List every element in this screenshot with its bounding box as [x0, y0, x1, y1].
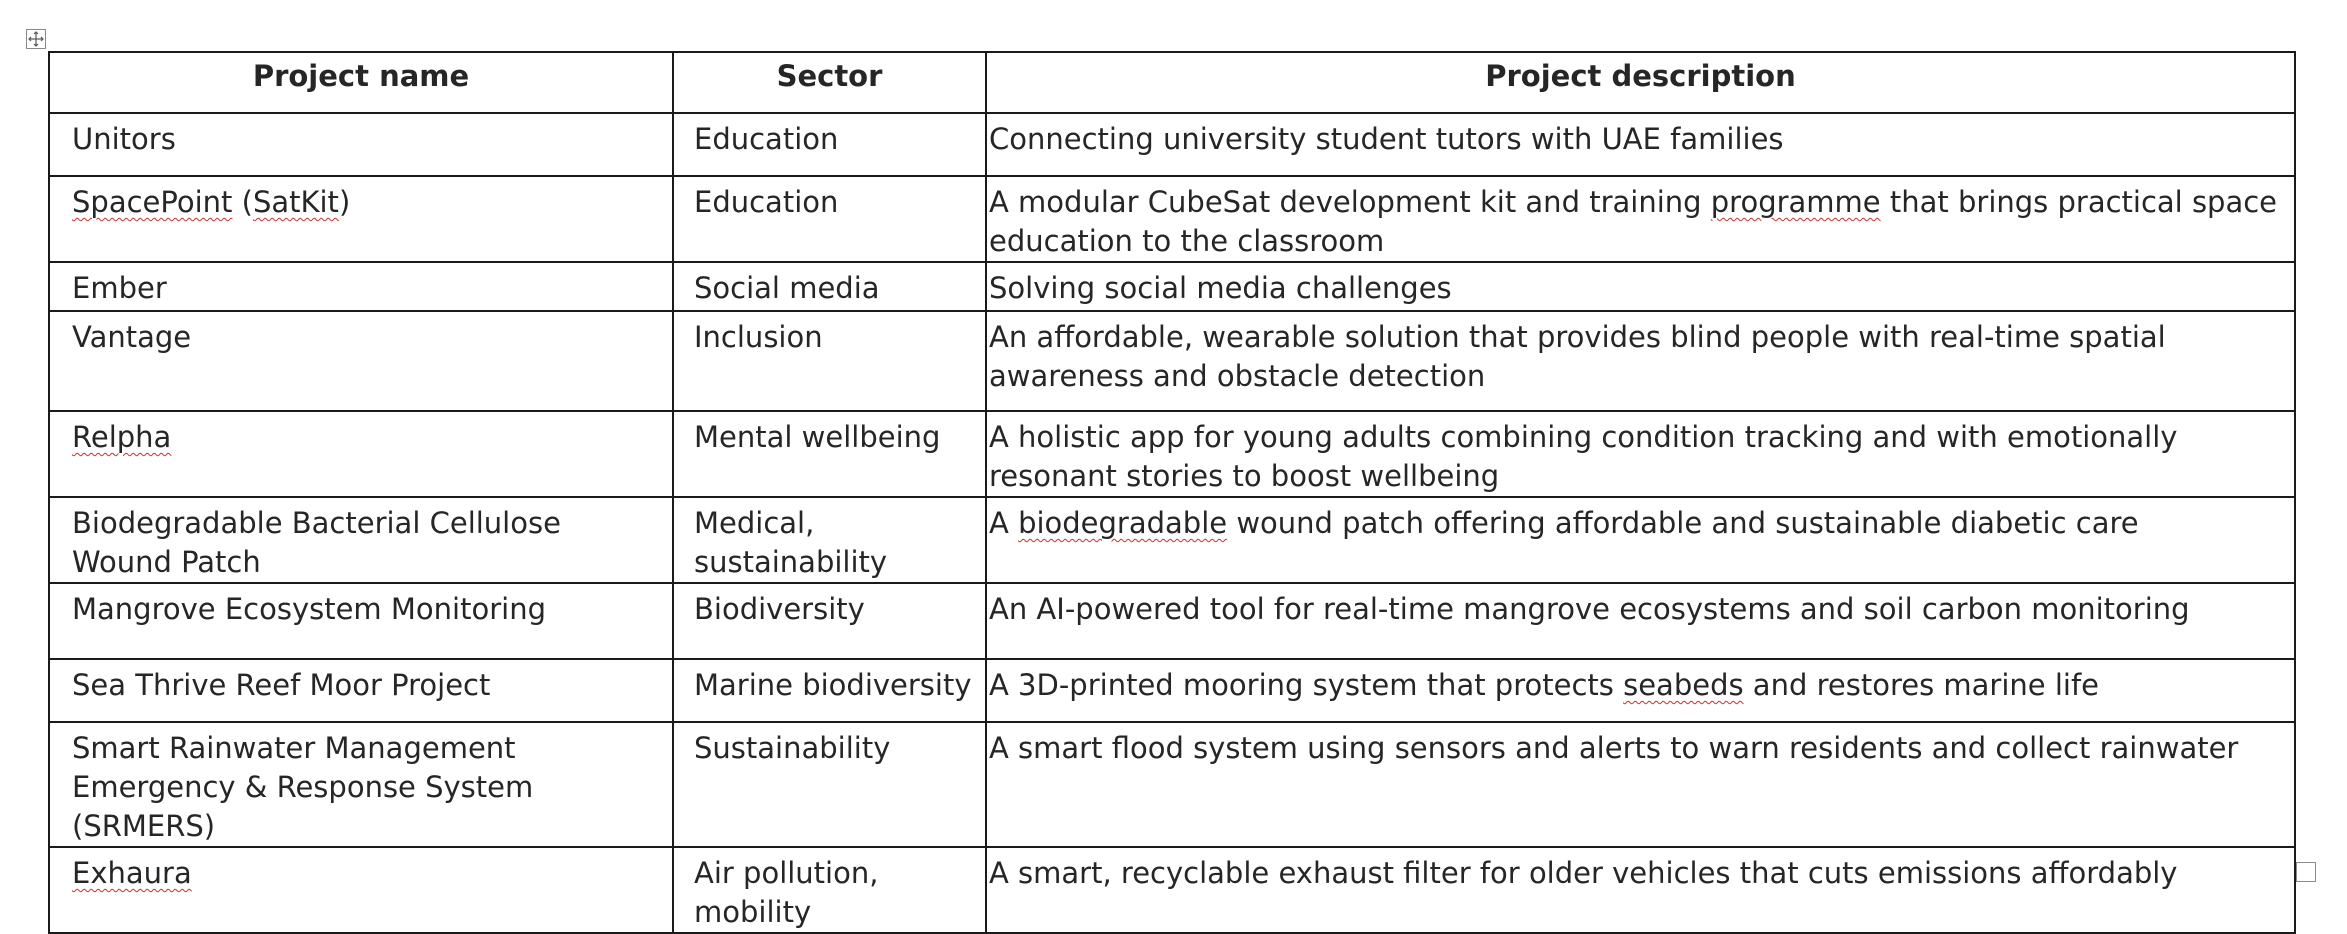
- spellcheck-word: seabeds: [1623, 668, 1744, 702]
- table-row: [49, 659, 2295, 722]
- sector-cell[interactable]: Biodiversity: [673, 583, 986, 659]
- cell-text: (: [232, 185, 253, 219]
- spellcheck-word: Relpha: [72, 420, 172, 454]
- projects-table: [48, 51, 2296, 934]
- header-project-name[interactable]: Project name: [49, 52, 673, 113]
- table-row: [49, 311, 2295, 411]
- description-cell[interactable]: An AI-powered tool for real-time mangrove ecosystems and soil carbon monitoring: [986, 583, 2295, 659]
- table-row: [49, 176, 2295, 262]
- cell-text: A modular CubeSat development kit and training: [989, 185, 1711, 219]
- header-sector[interactable]: Sector: [673, 52, 986, 113]
- table-row: [49, 262, 2295, 311]
- spellcheck-word: Exhaura: [72, 856, 192, 890]
- project-name-cell[interactable]: Ember: [49, 262, 673, 311]
- description-cell[interactable]: Connecting university student tutors with UAE families: [986, 113, 2295, 176]
- table-row: [49, 583, 2295, 659]
- sector-cell[interactable]: Education: [673, 176, 986, 262]
- table-move-handle-icon[interactable]: [26, 29, 46, 49]
- table-row: [49, 847, 2295, 933]
- spellcheck-word: SpacePoint: [72, 185, 233, 219]
- sector-cell[interactable]: Social media: [673, 262, 986, 311]
- description-cell[interactable]: A holistic app for young adults combining condition tracking and with emotionally resonant stories to boost wellbeing: [986, 411, 2295, 497]
- project-name-cell[interactable]: Biodegradable Bacterial Cellulose Wound Patch: [49, 497, 673, 583]
- table-row: [49, 497, 2295, 583]
- project-name-cell[interactable]: [49, 411, 673, 497]
- header-project-description[interactable]: Project description: [986, 52, 2295, 113]
- sector-cell[interactable]: Education: [673, 113, 986, 176]
- sector-cell[interactable]: Mental wellbeing: [673, 411, 986, 497]
- project-name-cell[interactable]: Smart Rainwater Management Emergency & Response System (SRMERS): [49, 722, 673, 847]
- description-cell[interactable]: Solving social media challenges: [986, 262, 2295, 311]
- table-row: [49, 722, 2295, 847]
- project-name-cell[interactable]: Unitors: [49, 113, 673, 176]
- table-resize-handle[interactable]: [2296, 862, 2316, 882]
- description-cell[interactable]: [986, 659, 2295, 722]
- cell-text: wound patch offering affordable and sustainable diabetic care: [1227, 506, 2139, 540]
- cell-text: ): [338, 185, 351, 219]
- description-cell[interactable]: [986, 497, 2295, 583]
- table-row: [49, 411, 2295, 497]
- table-row: [49, 113, 2295, 176]
- move-arrows-icon: [27, 30, 45, 48]
- sector-cell[interactable]: Medical, sustainability: [673, 497, 986, 583]
- project-name-cell[interactable]: Mangrove Ecosystem Monitoring: [49, 583, 673, 659]
- sector-cell[interactable]: Inclusion: [673, 311, 986, 411]
- description-cell[interactable]: [986, 176, 2295, 262]
- description-cell[interactable]: A smart, recyclable exhaust filter for older vehicles that cuts emissions affordably: [986, 847, 2295, 933]
- spellcheck-word: biodegradable: [1018, 506, 1228, 540]
- table-header-row: [49, 52, 2295, 113]
- sector-cell[interactable]: Air pollution, mobility: [673, 847, 986, 933]
- cell-text: that brings practical space education to the classroom: [989, 185, 2278, 258]
- sector-cell[interactable]: Sustainability: [673, 722, 986, 847]
- project-name-cell[interactable]: Sea Thrive Reef Moor Project: [49, 659, 673, 722]
- project-name-cell[interactable]: Vantage: [49, 311, 673, 411]
- description-cell[interactable]: A smart flood system using sensors and alerts to warn residents and collect rainwater: [986, 722, 2295, 847]
- description-cell[interactable]: An affordable, wearable solution that provides blind people with real-time spatial awareness and obstacle detection: [986, 311, 2295, 411]
- project-name-cell[interactable]: [49, 847, 673, 933]
- cell-text: and restores marine life: [1743, 668, 2099, 702]
- sector-cell[interactable]: Marine biodiversity: [673, 659, 986, 722]
- cell-text: A 3D-printed mooring system that protects: [989, 668, 1624, 702]
- spellcheck-word: SatKit: [252, 185, 339, 219]
- cell-text: A: [989, 506, 1019, 540]
- project-name-cell[interactable]: [49, 176, 673, 262]
- spellcheck-word: programme: [1710, 185, 1881, 219]
